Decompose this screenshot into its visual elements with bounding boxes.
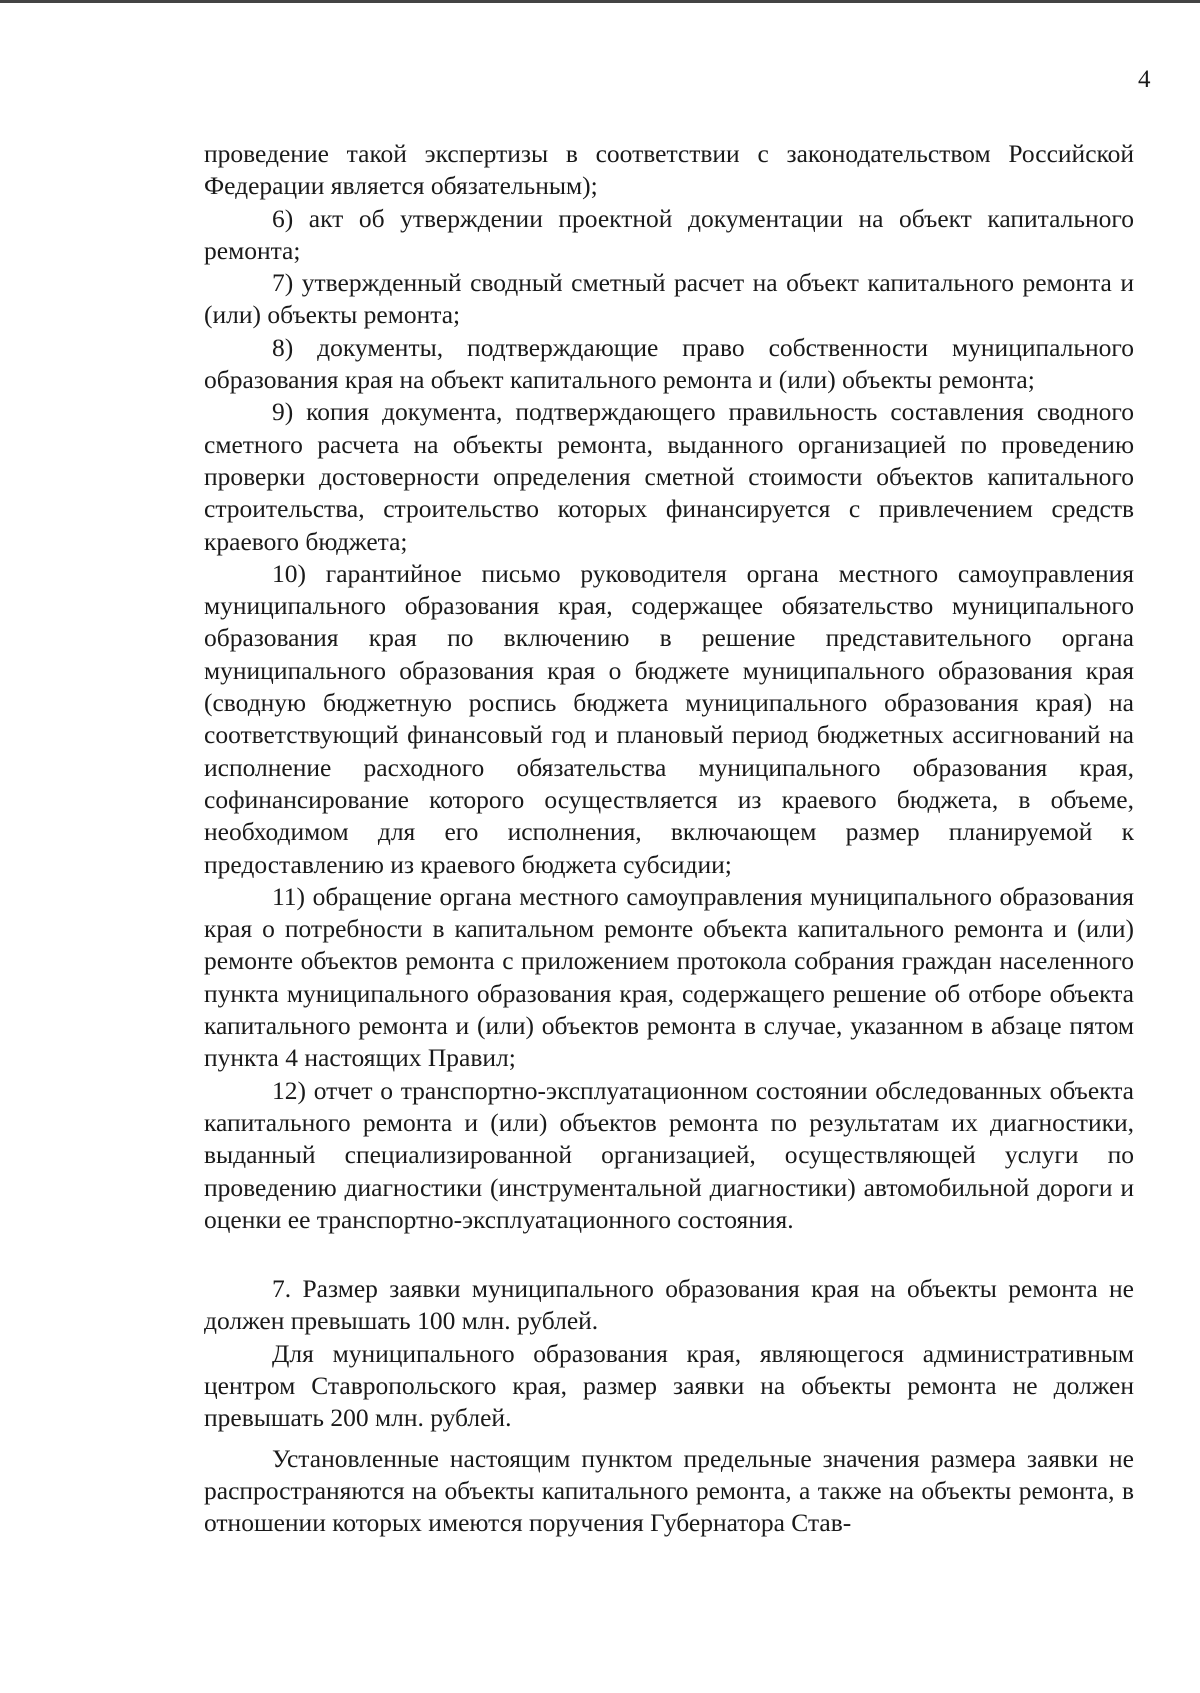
paragraph-continuation: проведение такой экспертизы в соответствии с законодательством Российской Федерации является обязательным); [204, 139, 1134, 201]
list-item-9: 9) копия документа, подтверждающего правильность составления сводного сметного расчета на объекты ремонта, выданного организацией по проведению проверки достоверности определения сметной стоимости объектов капитального строительства, строительство которых финансируется с привлечением средств краевого бюджета; [204, 397, 1134, 556]
section-spacer [204, 1236, 1134, 1273]
clause-7-paragraph-2: Для муниципального образования края, являющегося административным центром Ставропольского края, размер заявки на объекты ремонта не должен превышать 200 млн. рублей. [204, 1338, 1134, 1433]
list-item-7: 7) утвержденный сводный сметный расчет на объект капитального ремонта и (или) объекты ремонта; [204, 268, 1134, 330]
list-item-6: 6) акт об утверждении проектной документации на объект капитального ремонта; [204, 203, 1134, 265]
list-item-10: 10) гарантийное письмо руководителя органа местного самоуправления муниципального образования края, содержащее обязательство муниципального образования края по включению в решение представительного органа муниципального образования края о бюджете муниципального образования края (сводную бюджетную роспись бюджета муниципального образования края) на соответствующий финансовый год и плановый период бюджетных ассигнований на исполнение расходного обязательства муниципального образования края, софинансирование которого осуществляется из краевого бюджета, в объеме, необходимом для его исполнения, включающем размер планируемой к предоставлению из краевого бюджета субсидии; [204, 558, 1134, 879]
list-item-11: 11) обращение органа местного самоуправления муниципального образования края о потребности в капитальном ремонте объекта капитального ремонта и (или) ремонте объектов ремонта с приложением протокола собрания граждан населенного пункта муниципального образования края, содержащего решение об отборе объекта капитального ремонта и (или) объектов ремонта в случае, указанном в абзаце пятом пункта 4 настоящих Правил; [204, 881, 1134, 1073]
top-border-line [0, 0, 1200, 3]
list-item-8: 8) документы, подтверждающие право собственности муниципального образования края на объект капитального ремонта и (или) объекты ремонта; [204, 332, 1134, 395]
paragraph-spacer [204, 1435, 1134, 1443]
clause-7-paragraph-3: Установленные настоящим пунктом предельные значения размера заявки не распространяются на объекты капитального ремонта, а также на объекты ремонта, в отношении которых имеются поручения Губернатора Став- [204, 1443, 1134, 1538]
document-body [204, 138, 1134, 1539]
page-number: 4 [1138, 66, 1151, 93]
clause-7: 7. Размер заявки муниципального образования края на объекты ремонта не должен превышать 100 млн. рублей. [204, 1274, 1134, 1336]
list-item-12: 12) отчет о транспортно-эксплуатационном состоянии обследованных объекта капитального ремонта и (или) объектов ремонта по результатам их диагностики, выданный специализированной организацией, осуществляющей услуги по проведению диагностики (инструментальной диагностики) автомобильной дороги и оценки ее транспортно-эксплуатационного состояния. [204, 1075, 1134, 1234]
